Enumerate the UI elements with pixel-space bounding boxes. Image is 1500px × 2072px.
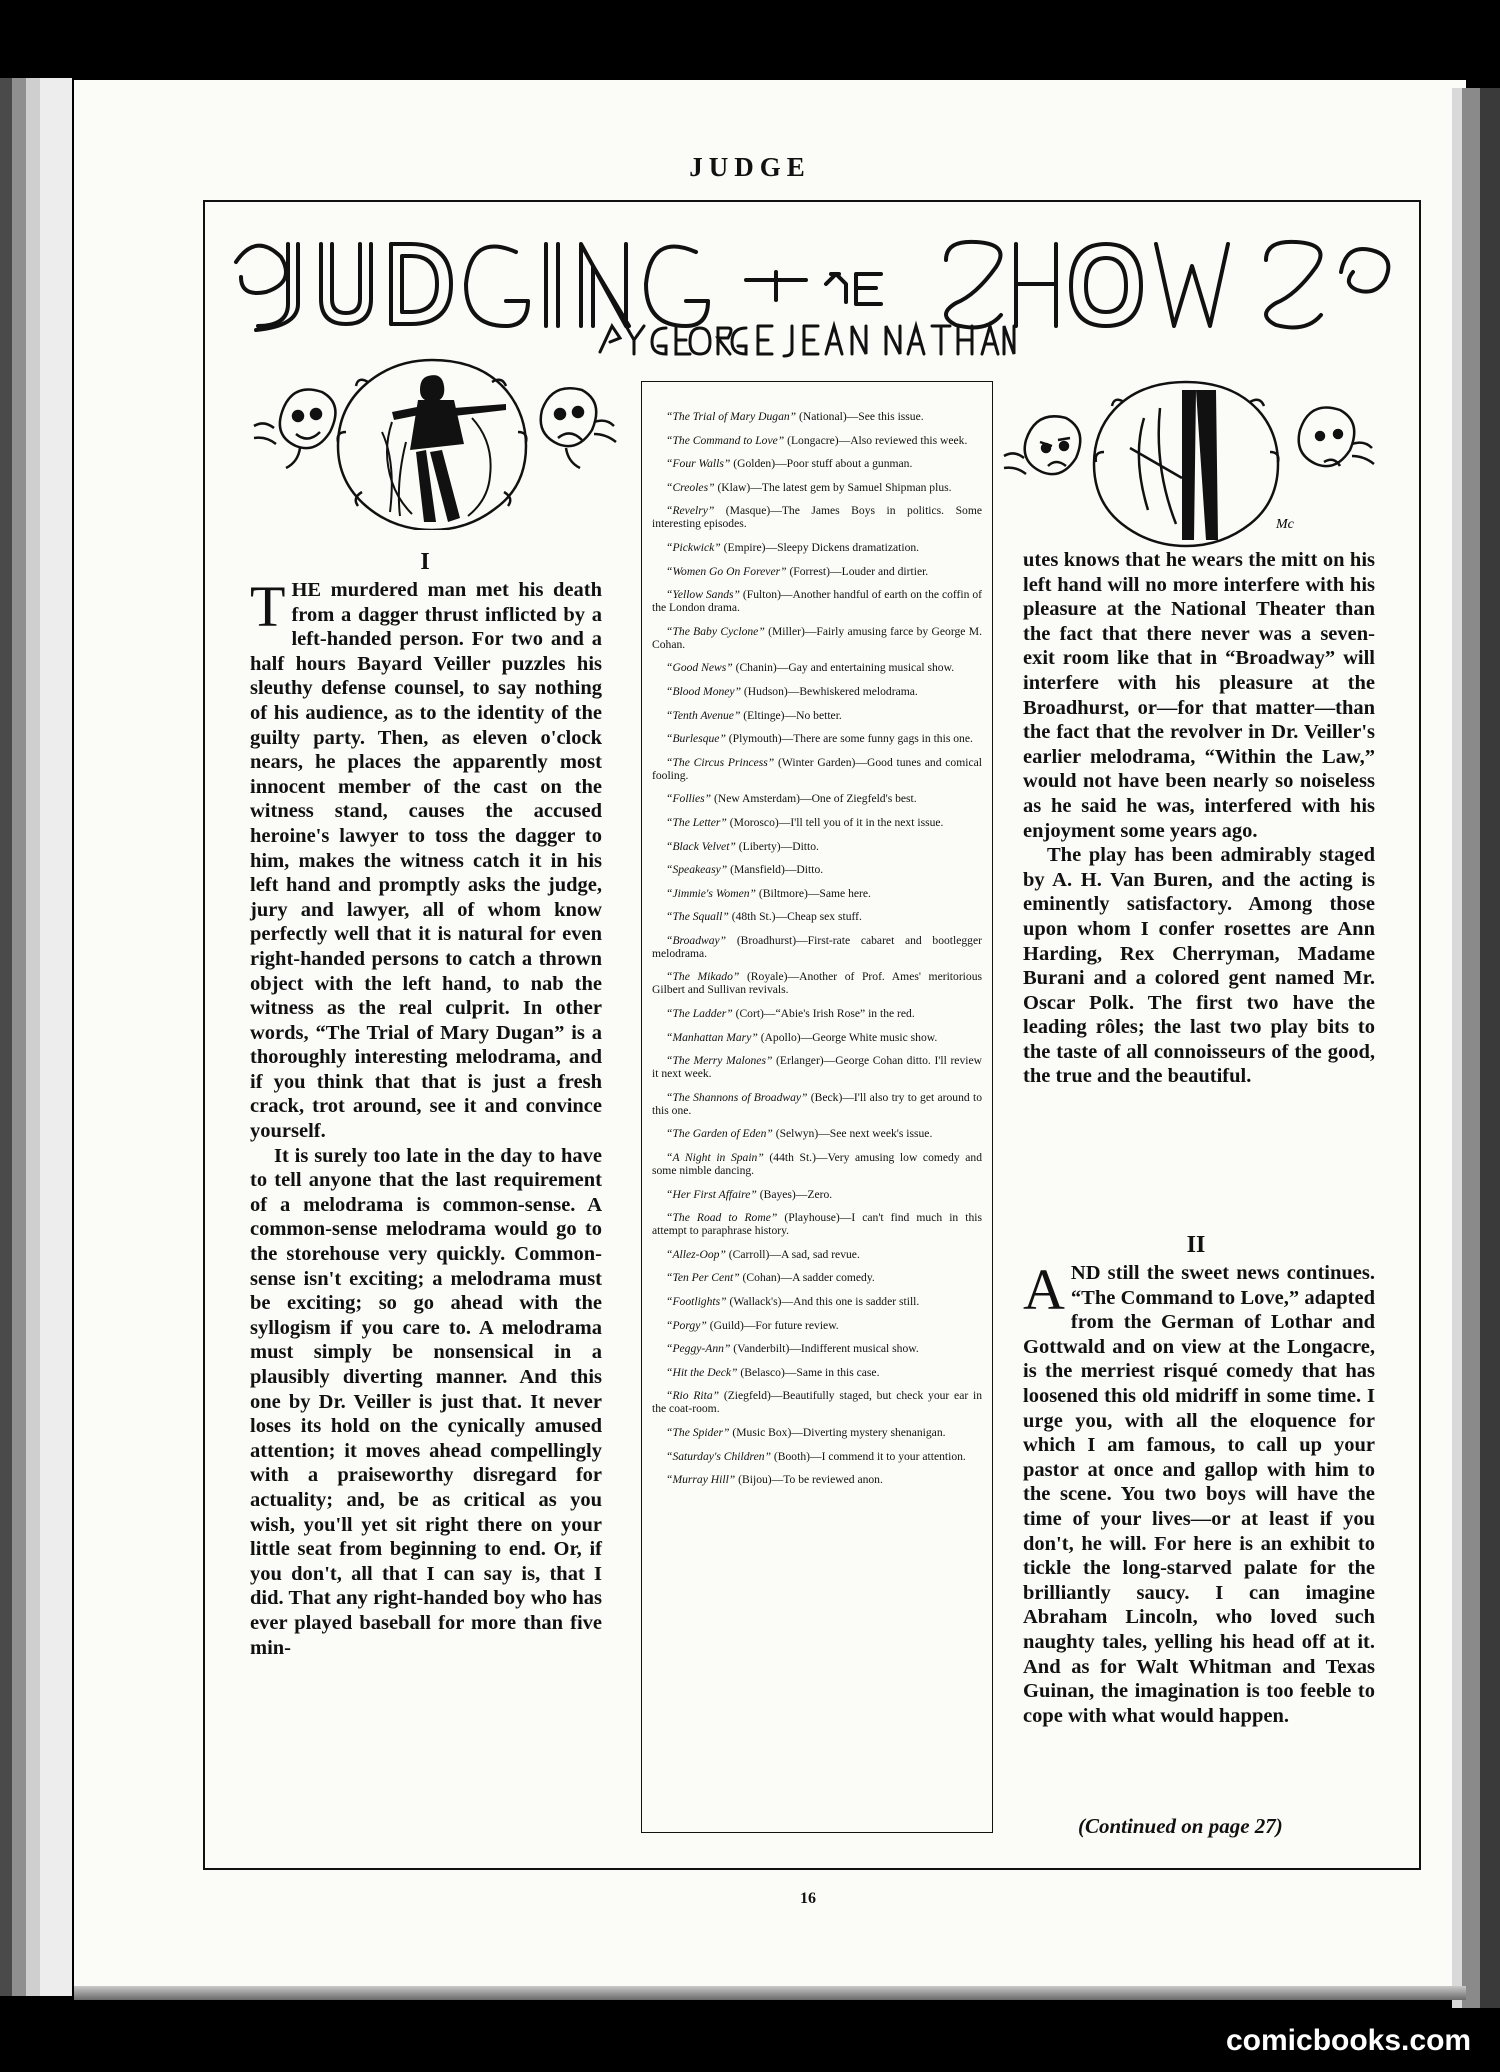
listing-show-title: “Peggy-Ann” (666, 1342, 731, 1356)
listing-entry (652, 910, 982, 923)
listing-show-note: (Forrest)—Louder and dirtier. (786, 564, 929, 578)
lead-in-nd: ND (1070, 1262, 1101, 1284)
left-article-column (250, 574, 602, 1660)
listing-entry (652, 863, 982, 876)
listing-show-title: “Manhattan Mary” (666, 1030, 758, 1044)
listing-show-note: (Apollo)—George White music show. (757, 1030, 938, 1044)
current-shows-listing (641, 381, 993, 1833)
listing-show-note: (Chanin)—Gay and entertaining musical show. (732, 661, 955, 675)
left-paragraph-1 (250, 574, 602, 1144)
listing-entry (652, 457, 982, 470)
listing-show-title: “The Baby Cyclone” (666, 624, 765, 638)
listing-show-note: (Empire)—Sleepy Dickens dramatization. (720, 540, 920, 554)
listing-show-title: “The Garden of Eden” (666, 1127, 773, 1141)
listing-entry (652, 1127, 982, 1140)
dancers-vignette-left (242, 352, 622, 530)
listing-show-note: (Longacre)—Also reviewed this week. (784, 433, 968, 447)
listing-show-note: (Masque)—The James Boys in politics. Some interesting episodes. (652, 504, 982, 531)
listing-show-note: (Booth)—I commend it to your attention. (771, 1449, 966, 1463)
listing-entry (652, 1319, 982, 1332)
drop-cap-t: T (250, 574, 286, 639)
listing-show-note: (Winter Garden)—Good tunes and comical fooling. (652, 755, 982, 782)
listing-entry (652, 410, 982, 423)
listing-show-title: “Ten Per Cent” (666, 1271, 740, 1285)
listing-show-note: (Miller)—Fairly amusing farce by George M. Cohan. (652, 624, 982, 651)
listing-entry (652, 934, 982, 960)
listing-show-note: (Fulton)—Another handful of earth on the coffin of the London drama. (652, 588, 983, 615)
listing-show-note: (48th St.)—Cheap sex stuff. (728, 910, 862, 924)
section-numeral-two: II (1186, 1232, 1206, 1258)
listing-show-title: “Revelry” (666, 504, 715, 518)
right-article-column-section-two (1023, 1257, 1375, 1728)
listing-show-note: (Hudson)—Bewhiskered melodrama. (741, 684, 918, 698)
listing-show-title: “The Letter” (666, 815, 727, 829)
continued-on-note: (Continued on page 27) (1078, 1814, 1283, 1838)
listing-entry (652, 1188, 982, 1201)
listing-show-note: (Bijou)—To be reviewed anon. (735, 1473, 883, 1487)
listing-show-note: (Guild)—For future review. (706, 1318, 839, 1332)
listing-show-title: “Burlesque” (666, 732, 726, 746)
listing-show-title: “Her First Affaire” (666, 1187, 757, 1201)
listing-entry (652, 481, 982, 494)
listing-entry (652, 434, 982, 447)
listing-show-title: “Follies” (666, 792, 712, 806)
listing-entry (652, 661, 982, 674)
listing-show-note: (Mansfield)—Ditto. (727, 863, 824, 877)
listing-show-note: (Klaw)—The latest gem by Samuel Shipman plus. (714, 480, 952, 494)
right-paragraph-1: utes knows that he wears the mitt on his left hand will no more interfere with his pleasure at the National Theater than the fact that there never was a seven-exit room like that in “Broadway” will interfere with his pleasure at the Broadhurst, or—for that matter—than the fact that the revolver in Dr. Veiller's earlier melodrama, “Within the Law,” would not have been nearly so noiseless as he said he was, interfered with his enjoyment some years ago. (1023, 549, 1375, 842)
listing-show-title: “Allez-Oop” (666, 1247, 726, 1261)
listing-show-title: “Women Go On Forever” (666, 564, 787, 578)
listing-show-title: “Murray Hill” (666, 1473, 736, 1487)
listing-show-title: “The Squall” (666, 910, 729, 924)
listing-entry (652, 504, 982, 530)
listing-show-note: (Biltmore)—Same here. (755, 886, 871, 900)
listing-show-note: (Beck)—I'll also try to get around to this one. (652, 1090, 982, 1117)
right-article-column (1023, 548, 1375, 1089)
svg-text:Mc: Mc (1276, 517, 1294, 532)
listing-show-title: “The Ladder” (666, 1007, 733, 1021)
listing-entry (652, 1295, 982, 1308)
listing-show-note: (Erlanger)—George Cohan ditto. I'll review it next week. (652, 1054, 982, 1081)
listing-show-note: (Cort)—“Abie's Irish Rose” in the red. (732, 1007, 915, 1021)
listing-show-note: (Playhouse)—I can't find much in this attempt to paraphrase history. (652, 1211, 983, 1238)
listing-entry (652, 541, 982, 554)
listing-show-note: (Liberty)—Ditto. (735, 839, 819, 853)
listing-show-note: (Royale)—Another of Prof. Ames' meritorious Gilbert and Sullivan revivals. (652, 970, 983, 997)
source-watermark: comicbooks.com (1226, 2024, 1472, 2057)
listing-entry (652, 1007, 982, 1020)
listing-show-title: “Four Walls” (666, 457, 731, 471)
running-head: JUDGE (689, 152, 811, 182)
listing-entry (652, 1450, 982, 1463)
listing-show-title: “The Road to Rome” (666, 1211, 778, 1225)
listing-show-title: “Hit the Deck” (666, 1365, 738, 1379)
listing-entry (652, 970, 982, 996)
listing-entry (652, 1473, 982, 1486)
right-paragraph-3 (1023, 1257, 1375, 1728)
listing-show-title: “The Merry Malones” (666, 1054, 773, 1068)
dancers-vignette-right (1000, 378, 1380, 548)
listing-entry (652, 732, 982, 745)
listing-entry (652, 1389, 982, 1415)
section-numeral-one: I (420, 549, 430, 575)
listing-entry (652, 792, 982, 805)
listing-show-note: (National)—See this issue. (796, 410, 924, 423)
listing-entry (652, 1366, 982, 1379)
listing-show-note: (Ziegfeld)—Beautifully staged, but check your ear in the coat-room. (652, 1389, 982, 1416)
listing-show-title: “A Night in Spain” (666, 1151, 764, 1165)
listing-show-title: “Broadway” (666, 933, 727, 947)
listing-show-title: “Pickwick” (666, 540, 721, 554)
listing-entry (652, 685, 982, 698)
listing-show-title: “The Trial of Mary Dugan” (666, 410, 797, 423)
listing-show-note: (Cohan)—A sadder comedy. (739, 1271, 875, 1285)
listing-show-note: (Carroll)—A sad, sad revue. (725, 1247, 860, 1261)
listing-show-title: “Porgy” (666, 1318, 707, 1332)
drop-cap-a: A (1023, 1257, 1065, 1322)
listing-show-note: (Broadhurst)—First-rate cabaret and bootlegger melodrama. (652, 933, 982, 960)
listing-show-title: “Yellow Sands” (666, 588, 741, 602)
listing-show-note: (Belasco)—Same in this case. (737, 1365, 880, 1379)
left-paragraph-2: It is surely too late in the day to have to tell anyone that the last requirement of a melodrama is common-sense. A common-sense melodrama would go to the storehouse very quickly. Common-sense isn't exciting; a melodrama must be exciting; so go ahead with the syllogism if you care to. A melodrama must simply be nonsensical in a plausibly diverting manner. And this one by Dr. Veiller is just that. It never loses its hold on the cynically amused attention; it moves ahead compellingly with a praiseworthy disregard for actuality; and, be as critical as you wish, you'll yet sit right there on your little seat from beginning to end. Or, if you don't, all that I can say is, that I did. That any right-handed boy who has ever played baseball for more than five min- (250, 1144, 602, 1659)
listing-show-note: (Golden)—Poor stuff about a gunman. (730, 457, 913, 471)
listing-show-note: (Wallack's)—And this one is sadder still. (726, 1295, 920, 1308)
byline-lettering (596, 318, 1016, 362)
right-paragraph-2: The play has been admirably staged by A. H. Van Buren, and the acting is eminently satisfactory. Among those upon whom I confer rosettes are Ann Harding, Rex Cherryman, Madame Burani and a colored gent named Mr. Oscar Polk. The first two have the leading rôles; the last two play bits to the taste of all connoisseurs of the good, the true and the beautiful. (1023, 844, 1375, 1088)
listing-show-title: “The Mikado” (666, 970, 740, 984)
listing-show-title: “Saturday's Children” (666, 1449, 772, 1463)
right-paragraph-3-text: still the sweet news continues. “The Command to Love,” adapted from the German of Lothar and Gottwald and on view at the Longacre, is the merriest risqué comedy that has loosened this old midriff in some time. I urge you, with all the eloquence for which I am famous, to call up your pastor at once and gallop with him to the scene. You two boys will have the time of your lives—or at least if you don't, he will. For here is an exhibit to tickle the long-starved palate for the brilliantly saucy. I can imagine Abraham Lincoln, who loved such naughty tales, yelling his head off at it. And as for Walt Whitman and Texas Guinan, the imagination is too feeble to cope with what would happen. (1023, 1262, 1375, 1727)
listing-entry (652, 1426, 982, 1439)
lead-in-he: HE (291, 579, 322, 601)
listing-show-title: “Speakeasy” (666, 863, 728, 877)
listing-show-note: (New Amsterdam)—One of Ziegfeld's best. (711, 792, 917, 806)
listing-entry (652, 709, 982, 722)
listing-show-title: “The Shannons of Broadway” (666, 1090, 808, 1104)
listing-entry (652, 1151, 982, 1177)
listing-entry (652, 1211, 982, 1237)
listing-show-note: (Eltinge)—No better. (740, 708, 842, 722)
listing-entry (652, 816, 982, 829)
listing-show-title: “Rio Rita” (666, 1389, 720, 1403)
listing-entry (652, 756, 982, 782)
left-paragraph-1-text: murdered man met his death from a dagger thrust inflicted by a left-handed person. For two and a half hours Bayard Veiller puzzles his sleuthy defense counsel, to say nothing of his audience, as to the identity of the guilty party. Then, as eleven o'clock nears, he places the apparently most innocent member of the cast on the witness stand, causes the accused heroine's lawyer to toss the dagger to him, makes the witness catch it in his left hand and promptly asks the judge, jury and lawyer, all of whom know perfectly well that it is natural for even right-handed persons to catch a thrown object with the left hand, to nab the witness as the real culprit. In other words, “The Trial of Mary Dugan” is a thoroughly interesting melodrama, and if you think that that is just a fresh crack, trot around, see it and convince yourself. (250, 579, 602, 1143)
listing-entry (652, 1271, 982, 1284)
listing-show-title: “Tenth Avenue” (666, 708, 741, 722)
listing-show-note: (Selwyn)—See next week's issue. (772, 1127, 933, 1141)
listing-show-note: (Vanderbilt)—Indifferent musical show. (730, 1342, 919, 1356)
listing-show-title: “Footlights” (666, 1295, 727, 1308)
listing-show-title: “Blood Money” (666, 684, 742, 698)
listing-entry (652, 625, 982, 651)
listing-entry (652, 1342, 982, 1355)
page-number: 16 (800, 1890, 816, 1907)
listing-show-note: (Plymouth)—There are some funny gags in this one. (725, 732, 973, 746)
listing-show-note: (44th St.)—Very amusing low comedy and some nimble dancing. (652, 1151, 982, 1178)
listing-show-title: “Jimmie's Women” (666, 886, 756, 900)
listing-entry (652, 1031, 982, 1044)
listing-show-title: “Good News” (666, 661, 733, 675)
listing-show-note: (Music Box)—Diverting mystery shenanigan. (729, 1425, 946, 1439)
listing-entry (652, 887, 982, 900)
listing-entry (652, 1054, 982, 1080)
listing-show-title: “Black Velvet” (666, 839, 736, 853)
listing-entry (652, 1091, 982, 1117)
listing-entry (652, 565, 982, 578)
listing-show-note: (Bayes)—Zero. (756, 1187, 833, 1201)
listing-show-title: “The Command to Love” (666, 433, 785, 447)
listing-show-title: “Creoles” (666, 480, 715, 494)
listing-show-note: (Morosco)—I'll tell you of it in the next issue. (726, 815, 944, 829)
listing-show-title: “The Circus Princess” (666, 755, 775, 769)
listing-entry (652, 588, 982, 614)
listing-entry (652, 840, 982, 853)
listing-entry (652, 1248, 982, 1261)
listing-show-title: “The Spider” (666, 1425, 730, 1439)
